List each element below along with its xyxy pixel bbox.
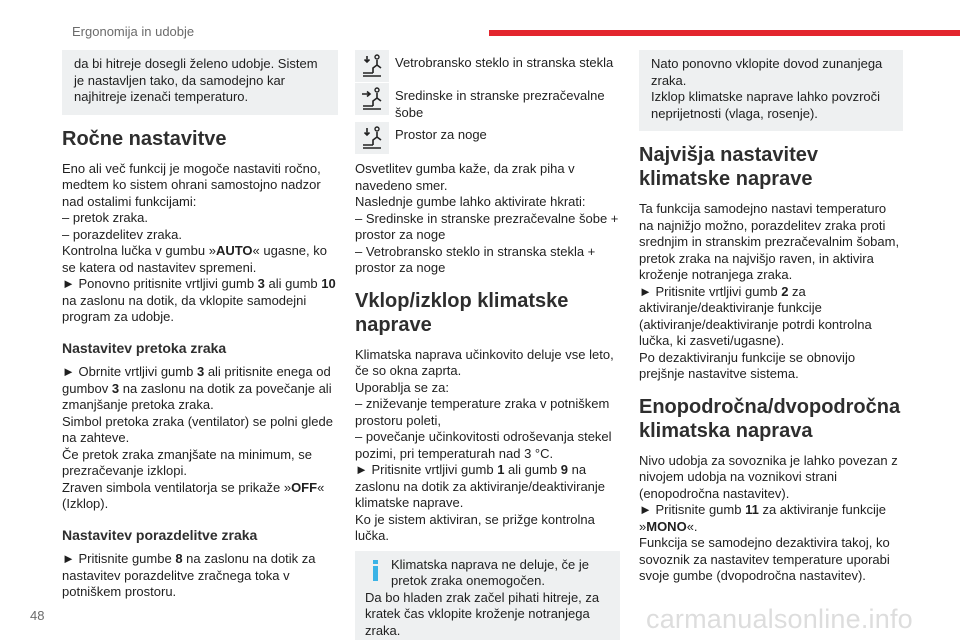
reset-num2: 10 — [321, 276, 336, 291]
reset-pre: ► Ponovno pritisnite vrtljivi gumb — [62, 276, 258, 291]
dist-pre: ► Pritisnite gumbe — [62, 551, 176, 566]
dist-instruction — [62, 551, 338, 601]
center-side-vent-icon — [355, 83, 389, 115]
mono-mid: za aktiviranje funkcije » — [639, 502, 886, 534]
dist-num: 8 — [175, 551, 183, 566]
mono-pre: ► Pritisnite gumb — [639, 502, 746, 517]
flow-num2: 3 — [111, 380, 120, 396]
mono-instruction — [639, 502, 903, 535]
max-post: za aktiviranje/deaktiviranje funkcije (aktiviranje/deaktiviranje potrdi kontrolna lučka, ki zasveti/ugasne). — [639, 283, 872, 348]
header-accent-bar — [489, 30, 960, 36]
windscreen-vent-label: Vetrobransko steklo in stranska stekla — [395, 55, 614, 70]
dist-line: Naslednje gumbe lahko aktivirate hkrati: — [355, 194, 586, 209]
ac-num2: 9 — [560, 462, 569, 477]
max-pre: ► Pritisnite vrtljivi gumb — [639, 283, 782, 299]
max-text: Ta funkcija samodejno nastavi temperaturo na najnižjo možno, porazdelitev zraka proti srednjim in stranskim prezračevalnim šobam, pretok zraka na najvišjo raven, in aktivira kroženje notranjega zraka. — [639, 201, 900, 282]
reset-instruction — [62, 276, 338, 326]
reset-mid: ali gumb — [264, 276, 322, 291]
manual-line: nad ostalimi funkcijami: — [62, 193, 197, 209]
column-right — [639, 50, 903, 585]
reset-num1: 3 — [257, 276, 265, 291]
manual-line: Eno ali več funkcij je mogoče nastaviti ročno, — [62, 160, 321, 176]
manual-line: – pretok zraka. — [62, 210, 148, 225]
off-text — [62, 480, 338, 513]
distribution-option — [355, 50, 620, 82]
page-number: 48 — [30, 608, 45, 623]
max-num: 2 — [781, 283, 789, 299]
reset-post: na zaslonu na dotik, da vklopite samodejni program za udobje. — [62, 292, 307, 324]
windscreen-vent-icon — [355, 50, 389, 82]
flow-instruction — [62, 364, 338, 414]
ac-post: na zaslonu na dotik za aktiviranje/deaktiviranje klimatske naprave. — [355, 462, 606, 510]
manual-line: – porazdelitev zraka. — [62, 226, 182, 242]
flow-line: Če pretok zraka zmanjšate na minimum, se prezračevanje izklopi. — [62, 446, 312, 478]
flow-line: Simbol pretoka zraka (ventilator) se polni glede na zahteve. — [62, 413, 333, 445]
manual-settings-heading: Ročne nastavitve — [62, 127, 227, 150]
auto-word: AUTO — [215, 243, 253, 258]
ac-line: – povečanje učinkovitosti odroševanja stekel pozimi, pri temperaturah nad 3 °C. — [355, 429, 612, 461]
manual-line: medtem ko sistem ohrani samostojno nadzor — [62, 177, 321, 192]
flow-post: na zaslonu na dotik za povečanje ali zmanjšanje pretoka zraka. — [62, 380, 332, 412]
dist-line: – Vetrobransko steklo in stranska stekla + prostor za noge — [355, 243, 596, 275]
dual-zone-heading: Enopodročna/dvopodročna klimatska naprava — [639, 395, 901, 442]
continuation-line: Nato ponovno vklopite dovod zunanjega zraka. — [651, 56, 883, 88]
intro-text: da bi hitreje dosegli želeno udobje. Sistem je nastavljen tako, da samodejno kar najhitreje izenači temperaturo. — [74, 56, 318, 104]
watermark: carmanualsonline.info — [646, 604, 913, 634]
flow-num1: 3 — [196, 364, 205, 379]
continuation-box — [639, 50, 903, 131]
ac-line: Klimatska naprava učinkovito deluje vse leto, če so okna zaprta. — [355, 346, 614, 378]
dual-after: Funkcija se samodejno dezaktivira takoj, ko sovoznik za nastavitev temperature uporabi svoje gumbe (dvopodročna nastavitev). — [639, 535, 890, 583]
ac-line: – zniževanje temperature zraka v potniškem prostoru poleti, — [355, 396, 610, 428]
footwell-vent-label: Prostor za noge — [395, 127, 487, 142]
continuation-line: Izklop klimatske naprave lahko povzroči neprijetnosti (vlaga, rosenje). — [651, 89, 881, 121]
max-after: Po dezaktiviranju funkcije se obnovijo prejšnje nastavitve sistema. — [639, 349, 856, 381]
info-rest: Da bo hladen zrak začel pihati hitreje, za kratek čas vklopite kroženje notranjega zraka. — [365, 589, 600, 638]
footwell-vent-icon — [355, 122, 389, 154]
column-middle — [355, 50, 620, 640]
ac-pre: ► Pritisnite vrtljivi gumb — [355, 462, 498, 477]
air-distribution-heading: Nastavitev porazdelitve zraka — [62, 526, 258, 543]
ac-mid: ali gumb — [504, 462, 561, 477]
dual-text: Nivo udobja za sovoznika je lahko povezan z nivojem udobja na voznikovi strani (enopodročna nastavitev). — [639, 452, 898, 501]
off-pre: Zraven simbola ventilatorja se prikaže » — [62, 479, 292, 495]
off-word: OFF — [291, 479, 318, 495]
auto-pre: Kontrolna lučka v gumbu » — [62, 243, 216, 258]
max-instruction — [639, 284, 903, 350]
air-flow-heading: Nastavitev pretoka zraka — [62, 339, 227, 356]
ac-onoff-heading: Vklop/izklop klimatske naprave — [355, 289, 569, 336]
info-icon — [365, 557, 387, 583]
mono-num: 11 — [745, 502, 759, 517]
info-note — [355, 551, 620, 640]
dist-post: na zaslonu na dotik za nastavitev porazdelitve zračnega toka v potniškem prostoru. — [62, 551, 316, 599]
off-post: « (Izklop). — [62, 479, 325, 511]
intro-box — [62, 50, 338, 115]
auto-indicator-text — [62, 243, 338, 276]
center-side-vent-label: Sredinske in stranske prezračevalne šobe — [395, 88, 605, 120]
flow-mid: ali pritisnite enega od gumbov — [62, 364, 331, 396]
column-left — [62, 50, 338, 601]
ac-num1: 1 — [497, 462, 505, 477]
max-ac-heading: Najvišja nastavitev klimatske naprave — [639, 144, 818, 190]
flow-pre: ► Obrnite vrtljivi gumb — [62, 364, 197, 379]
distribution-option — [355, 122, 620, 154]
auto-post: « ugasne, ko se katera od nastavitev spremeni. — [62, 243, 327, 275]
header-title: Ergonomija in udobje — [72, 24, 195, 39]
info-lead: Klimatska naprava ne deluje, če je pretok zraka onemogočen. — [391, 556, 590, 588]
ac-instruction — [355, 462, 620, 512]
ac-active-text: Ko je sistem aktiviran, se prižge kontrolna lučka. — [355, 511, 595, 543]
dist-line: – Sredinske in stranske prezračevalne šobe + prostor za noge — [355, 210, 619, 242]
mono-word: MONO — [646, 518, 687, 534]
dist-line: Osvetlitev gumba kaže, da zrak piha v navedeno smer. — [355, 161, 575, 193]
ac-line: Uporablja se za: — [355, 379, 449, 395]
mono-post: «. — [686, 518, 698, 534]
distribution-option — [355, 83, 620, 121]
